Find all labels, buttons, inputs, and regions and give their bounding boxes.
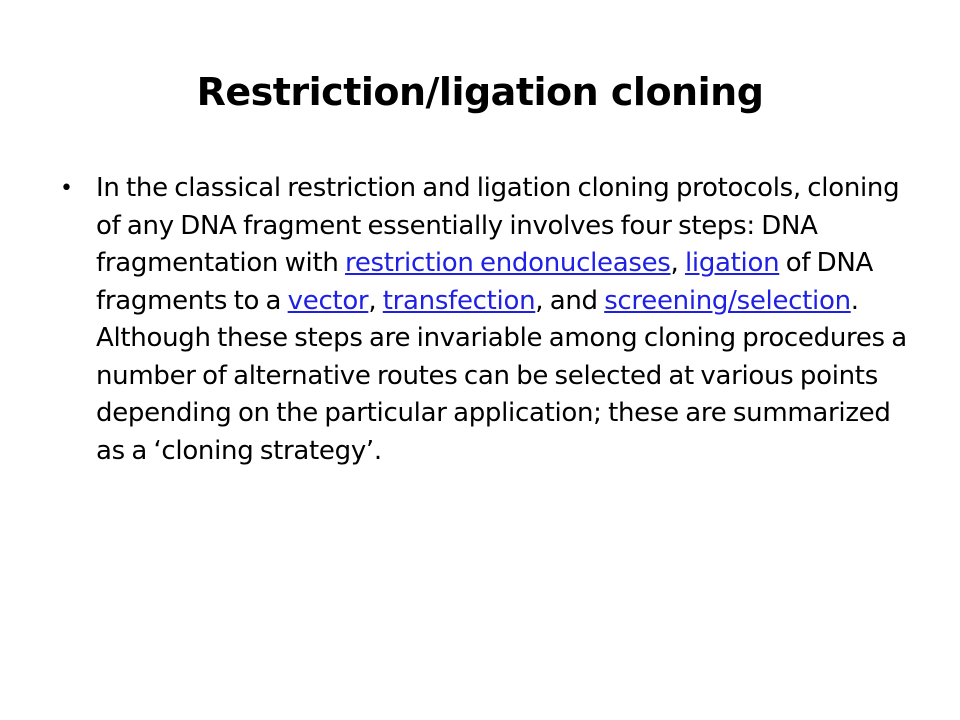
bullet-item <box>60 170 910 470</box>
paragraph-text: of DNA fragments to a <box>96 248 874 316</box>
paragraph-text: , <box>368 285 383 316</box>
bullet-icon: • <box>60 176 73 201</box>
link-ligation[interactable]: ligation <box>684 248 780 278</box>
link-vector[interactable]: vector <box>287 285 369 316</box>
paragraph-text: . Although these steps are invariable among cloning procedures a number of alternative routes can be selected at various points depending on the particular application; these are summarized as a ‘cloning strategy’. <box>96 285 907 466</box>
paragraph-text: , <box>670 248 685 278</box>
bullet-paragraph <box>96 170 910 470</box>
slide-content <box>60 170 910 470</box>
slide-title: Restriction/ligation cloning <box>196 70 764 114</box>
link-screening-selection[interactable]: screening/selection <box>604 285 851 316</box>
link-transfection[interactable]: transfection <box>382 285 536 316</box>
paragraph-text: , and <box>535 285 605 316</box>
link-restriction-endonucleases[interactable]: restriction endonucleases <box>345 248 671 278</box>
paragraph-text: In the classical restriction and ligation cloning protocols, cloning of any DNA fragment essentially involves four steps: DNA fragmentation with <box>96 173 900 278</box>
